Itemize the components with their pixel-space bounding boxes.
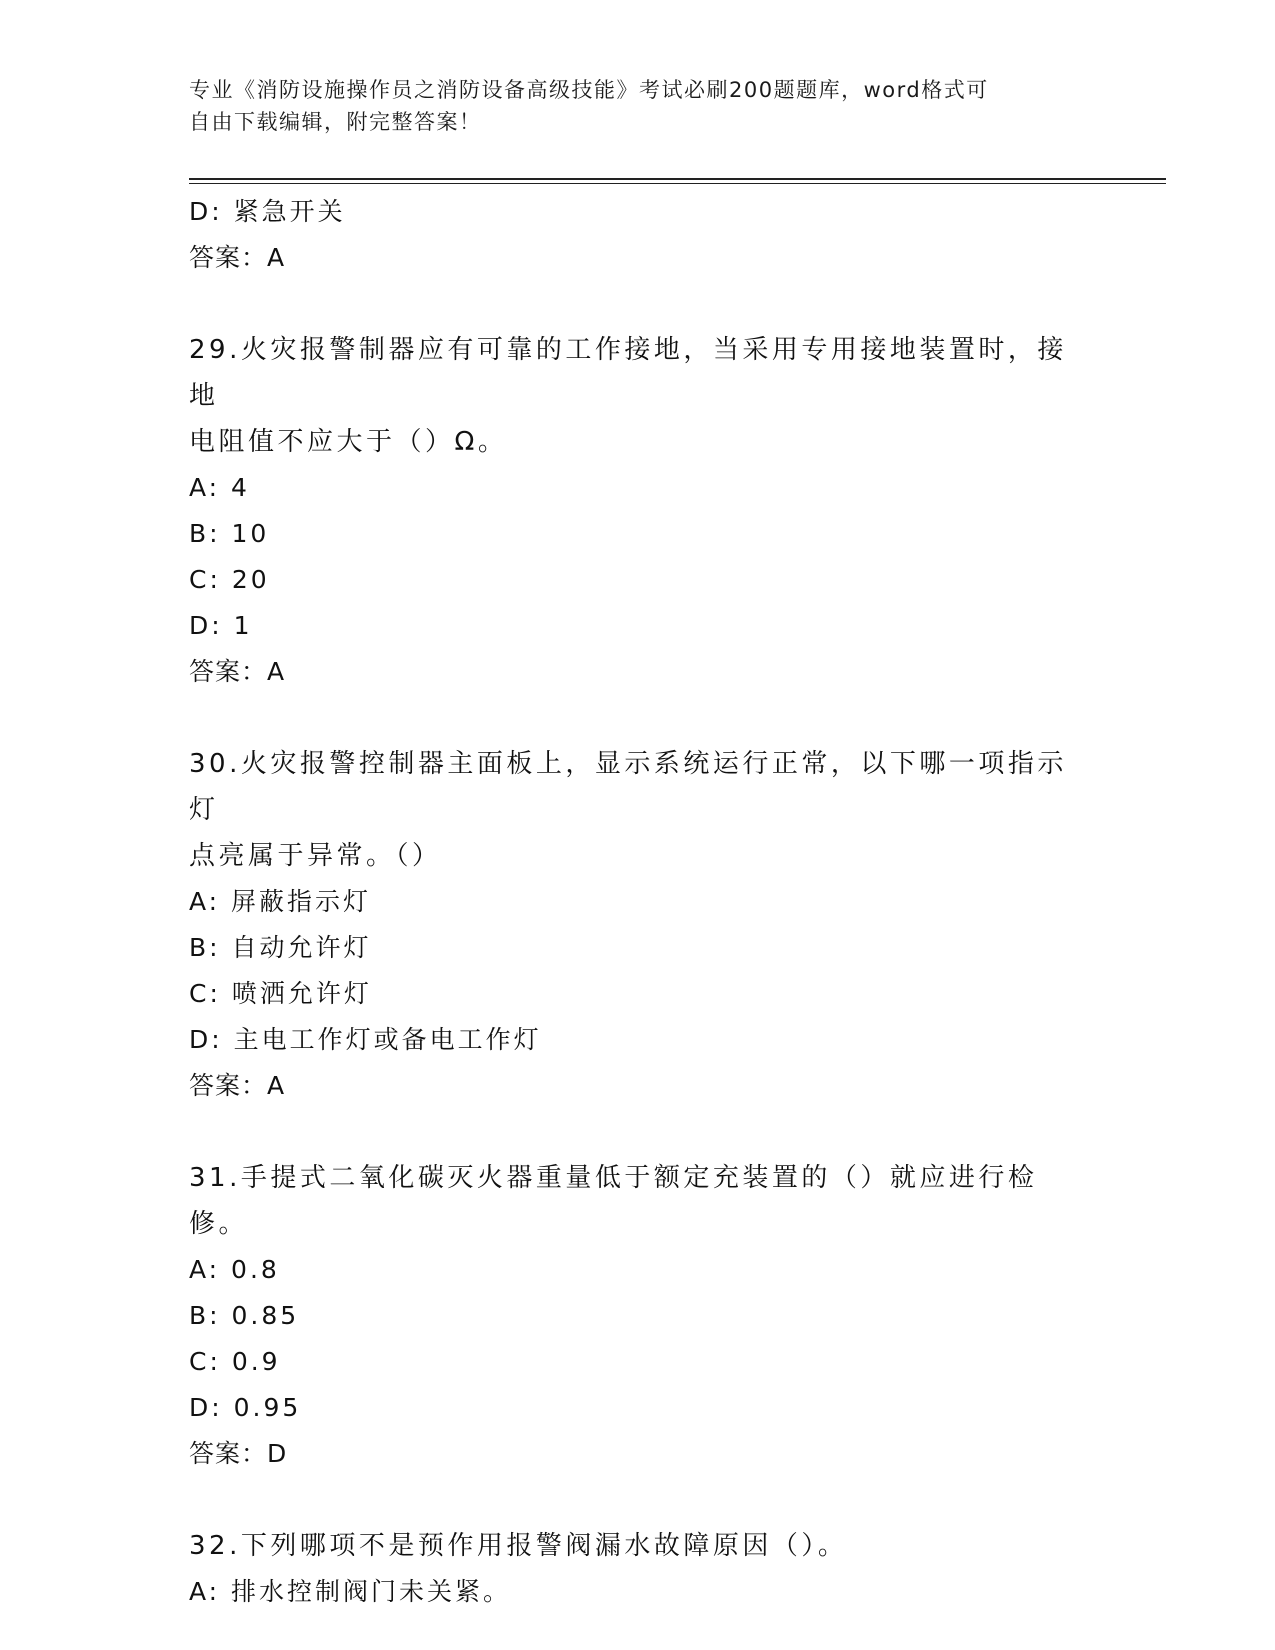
option-d: D: 紧急开关 <box>189 197 346 226</box>
option-c: C: 喷洒允许灯 <box>189 979 372 1008</box>
question-stem: 31.手提式二氧化碳灭火器重量低于额定充装置的（）就应进行检修。 <box>189 1163 1038 1239</box>
question-32 <box>189 1523 1089 1615</box>
question-28-tail <box>189 189 1089 281</box>
option-d: D: 0.95 <box>189 1393 302 1422</box>
question-stem: 32.下列哪项不是预作用报警阀漏水故障原因（）。 <box>189 1531 848 1561</box>
answer: 答案：A <box>189 1071 286 1100</box>
option-c: C: 0.9 <box>189 1347 281 1376</box>
document-body <box>189 189 1089 1615</box>
header-divider-thin <box>189 183 1166 184</box>
option-a: A: 0.8 <box>189 1255 280 1284</box>
question-31 <box>189 1155 1089 1477</box>
option-c: C: 20 <box>189 565 270 594</box>
answer: 答案：A <box>189 657 286 686</box>
question-stem: 电阻值不应大于（）Ω。 <box>189 427 508 457</box>
option-a: A: 4 <box>189 473 250 502</box>
question-stem: 30.火灾报警控制器主面板上，显示系统运行正常，以下哪一项指示灯 <box>189 749 1067 825</box>
header-line-2: 自由下载编辑，附完整答案！ <box>189 110 482 134</box>
question-30 <box>189 741 1089 1109</box>
answer: 答案：D <box>189 1439 288 1468</box>
document-header <box>189 74 1069 138</box>
option-d: D: 1 <box>189 611 253 640</box>
question-stem: 29.火灾报警制器应有可靠的工作接地，当采用专用接地装置时，接地 <box>189 335 1067 411</box>
option-b: B: 自动允许灯 <box>189 933 372 962</box>
option-b: B: 10 <box>189 519 270 548</box>
answer: 答案：A <box>189 243 286 272</box>
option-b: B: 0.85 <box>189 1301 300 1330</box>
header-divider-thick <box>189 178 1166 180</box>
question-29 <box>189 327 1089 695</box>
option-d: D: 主电工作灯或备电工作灯 <box>189 1025 542 1054</box>
question-stem: 点亮属于异常。（） <box>189 841 442 871</box>
option-a: A: 屏蔽指示灯 <box>189 887 372 916</box>
header-line-1: 专业《消防设施操作员之消防设备高级技能》考试必刷200题题库，word格式可 <box>189 78 989 102</box>
option-a: A: 排水控制阀门未关紧。 <box>189 1577 512 1606</box>
